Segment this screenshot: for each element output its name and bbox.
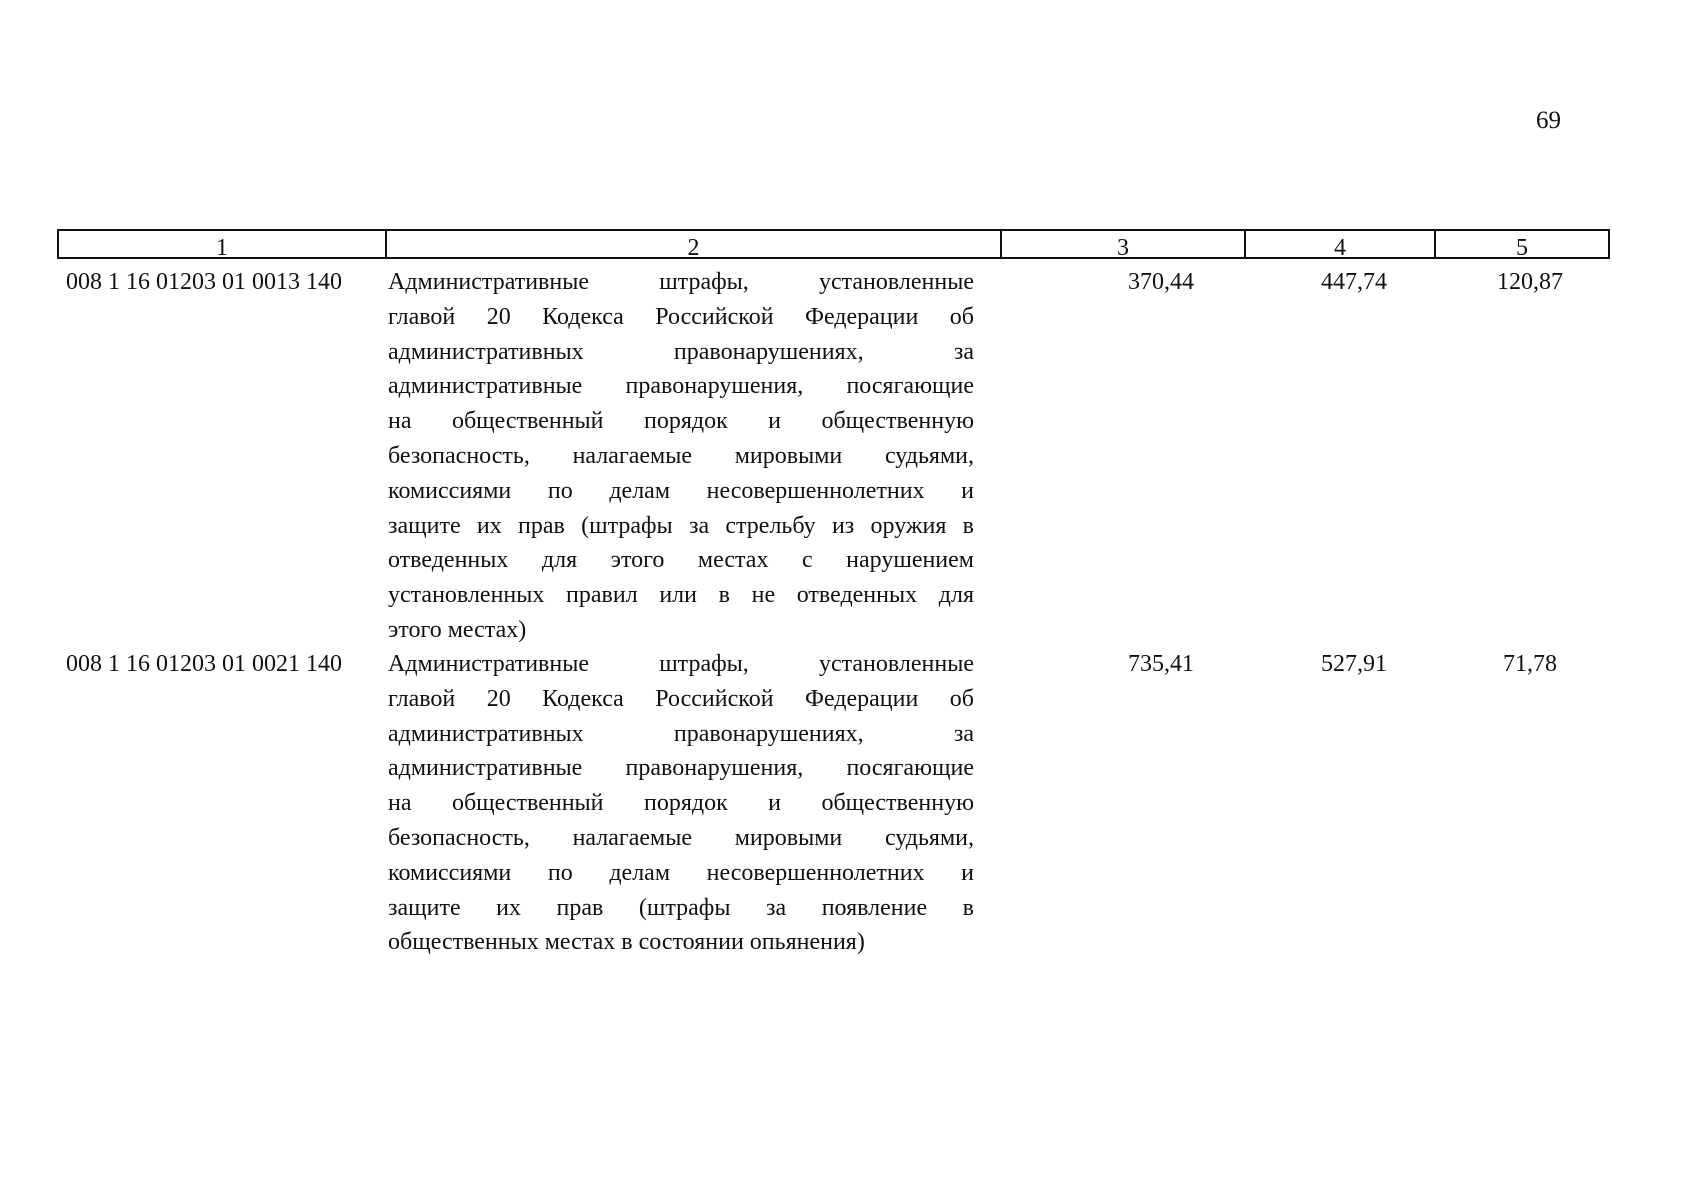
value-col-3: 370,44 <box>1128 269 1194 295</box>
value-col-4: 447,74 <box>1321 269 1387 295</box>
description-line: комиссиями по делам несовершеннолетних и <box>388 859 974 886</box>
description-line: безопасность, налагаемые мировыми судьями, <box>388 442 974 469</box>
value-col-3: 735,41 <box>1128 651 1194 677</box>
description-line: защите их прав (штрафы за стрельбу из оружия в <box>388 512 974 539</box>
description-line: главой 20 Кодекса Российской Федерации об <box>388 685 974 712</box>
description-line: общественных местах в состоянии опьянения) <box>388 929 865 956</box>
value-col-5: 120,87 <box>1497 269 1563 295</box>
description-line: Административные штрафы, установленные <box>388 269 974 295</box>
description-line: защите их прав (штрафы за появление в <box>388 894 974 921</box>
description-line: Административные штрафы, установленные <box>388 651 974 677</box>
row-description <box>388 265 974 648</box>
description-line: административные правонарушения, посягающие <box>388 373 974 400</box>
description-line: административные правонарушения, посягающие <box>388 755 974 782</box>
description-line: этого местах) <box>388 616 527 643</box>
description-line: главой 20 Кодекса Российской Федерации об <box>388 303 974 330</box>
page-number: 69 <box>1536 107 1561 134</box>
description-line: на общественный порядок и общественную <box>388 408 974 435</box>
description-line: установленных правил или в не отведенных для <box>388 582 974 609</box>
description-line: административных правонарушениях, за <box>388 338 974 365</box>
description-line: административных правонарушениях, за <box>388 720 974 747</box>
table-header <box>57 229 1610 261</box>
description-line: на общественный порядок и общественную <box>388 790 974 817</box>
row-code: 008 1 16 01203 01 0021 140 <box>66 651 342 677</box>
header-cell-2: 2 <box>385 229 1002 259</box>
row-description <box>388 647 974 960</box>
header-cell-1: 1 <box>57 229 387 259</box>
header-cell-5: 5 <box>1434 229 1610 259</box>
description-line: отведенных для этого местах с нарушением <box>388 547 974 574</box>
row-code: 008 1 16 01203 01 0013 140 <box>66 269 342 295</box>
description-line: безопасность, налагаемые мировыми судьями, <box>388 824 974 851</box>
header-cell-3: 3 <box>1000 229 1246 259</box>
header-cell-4: 4 <box>1244 229 1436 259</box>
value-col-5: 71,78 <box>1503 651 1557 677</box>
value-col-4: 527,91 <box>1321 651 1387 677</box>
description-line: комиссиями по делам несовершеннолетних и <box>388 477 974 504</box>
